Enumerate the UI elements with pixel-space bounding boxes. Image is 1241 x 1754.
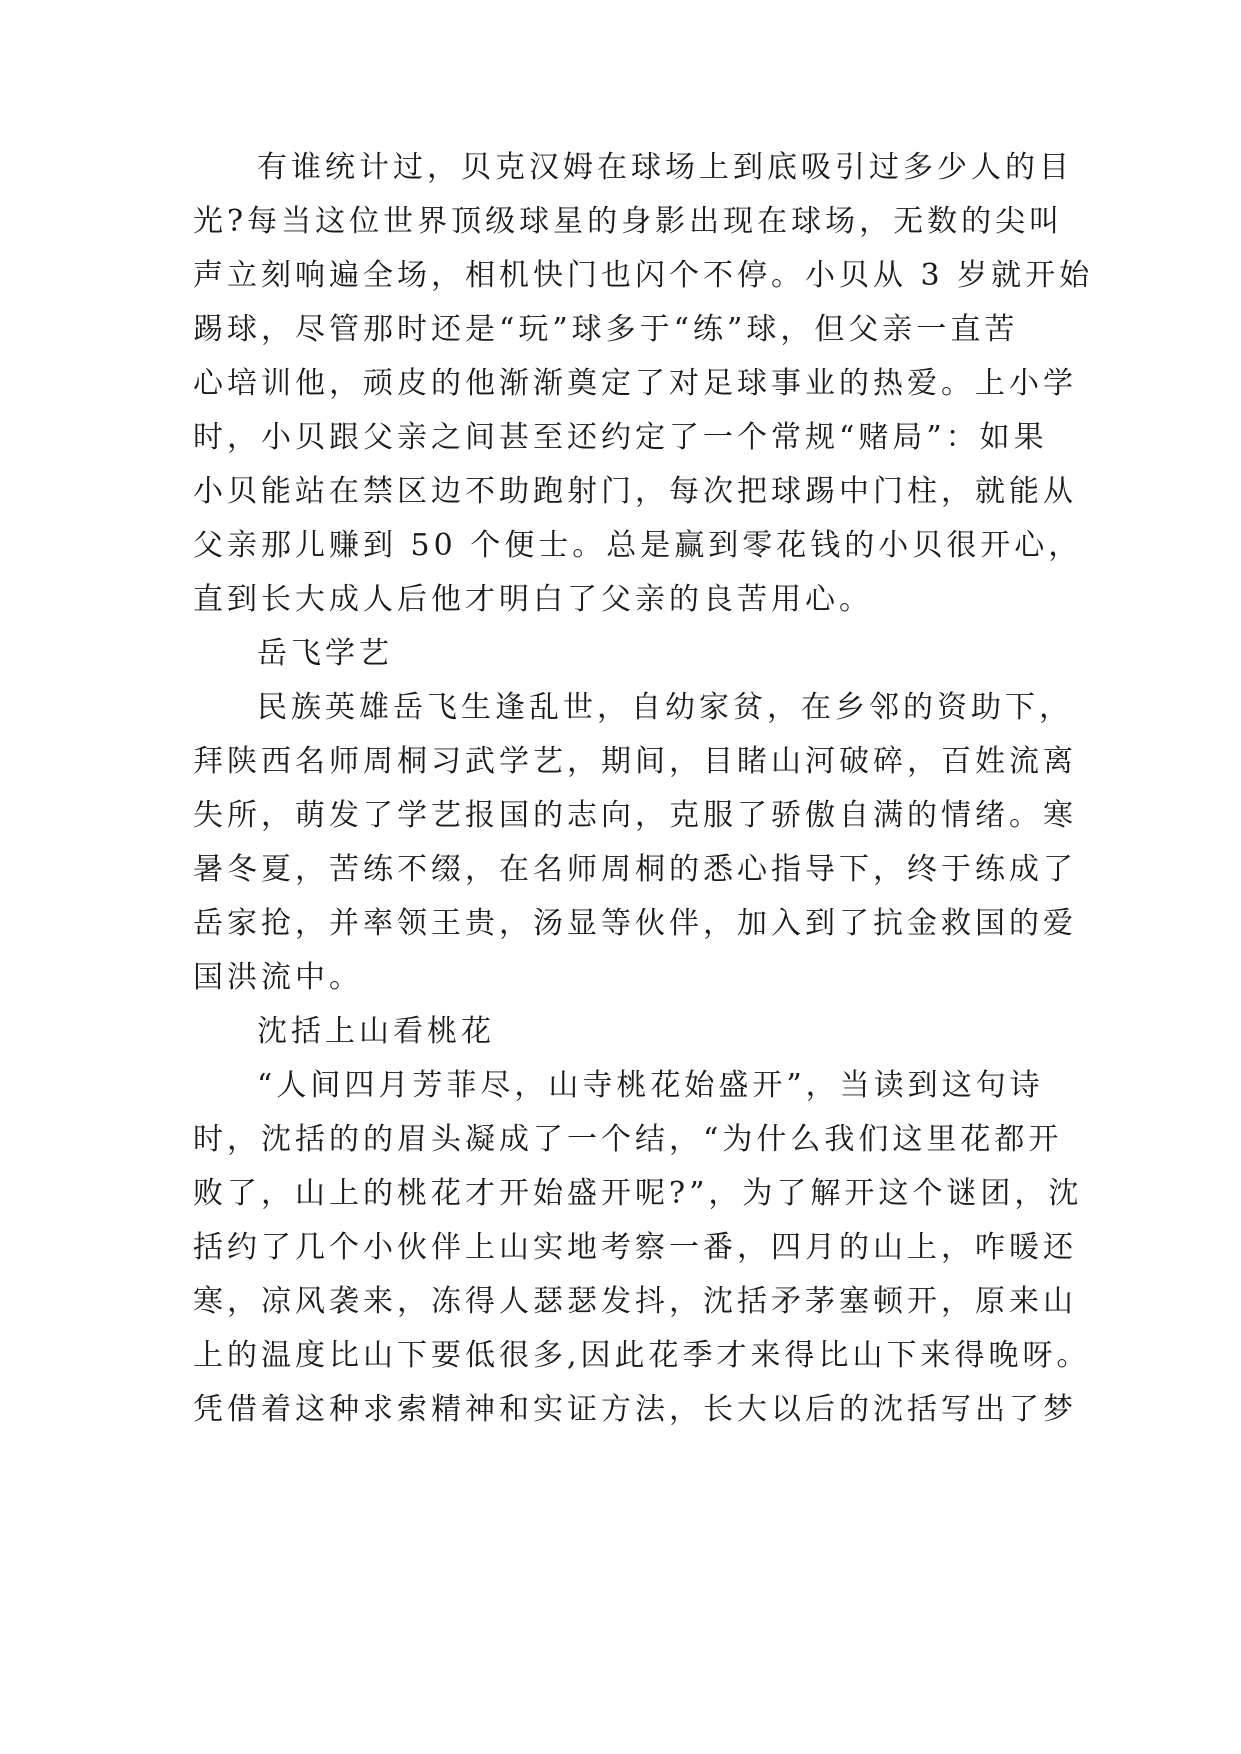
paragraph-line: 凭借着这种求索精神和实证方法，长大以后的沈括写出了梦 — [193, 1392, 1077, 1427]
paragraph-line: 踢球，尽管那时还是“玩”球多于“练”球，但父亲一直苦 — [193, 312, 1019, 347]
paragraph-line: 小贝能站在禁区边不助跑射门，每次把球踢中门柱，就能从 — [193, 474, 1077, 509]
paragraph-line: 拜陕西名师周桐习武学艺，期间，目睹山河破碎，百姓流离 — [193, 744, 1077, 779]
paragraph-line: 失所，萌发了学艺报国的志向，克服了骄傲自满的情绪。寒 — [193, 798, 1077, 833]
paragraph-line: 时，沈括的的眉头凝成了一个结，“为什么我们这里花都开 — [193, 1122, 1063, 1157]
paragraph-line: 民族英雄岳飞生逢乱世，自幼家贫，在乡邻的资助下， — [257, 690, 1073, 725]
paragraph-line: 括约了几个小伙伴上山实地考察一番，四月的山上，咋暖还 — [193, 1230, 1077, 1265]
paragraph-line: 寒，凉风袭来，冻得人瑟瑟发抖，沈括矛茅塞顿开，原来山 — [193, 1284, 1077, 1319]
paragraph-line: 光?每当这位世界顶级球星的身影出现在球场，无数的尖叫 — [193, 204, 1064, 239]
paragraph-line: 时，小贝跟父亲之间甚至还约定了一个常规“赌局”：如果 — [193, 420, 1048, 455]
section-heading: 沈括上山看桃花 — [257, 1014, 495, 1049]
paragraph-line: 父亲那儿赚到 50 个便士。总是赢到零花钱的小贝很开心， — [193, 528, 1083, 563]
paragraph-line: 上的温度比山下要低很多,因此花季才来得比山下来得晚呀。 — [193, 1338, 1091, 1373]
paragraph-line: 国洪流中。 — [193, 960, 363, 995]
paragraph-line: 心培训他，顽皮的他渐渐奠定了对足球事业的热爱。上小学 — [193, 366, 1077, 401]
paragraph-line: 败了，山上的桃花才开始盛开呢?”，为了解开这个谜团，沈 — [193, 1176, 1083, 1211]
paragraph-line: 直到长大成人后他才明白了父亲的良苦用心。 — [193, 582, 873, 617]
paragraph-line: 暑冬夏，苦练不缀，在名师周桐的悉心指导下，终于练成了 — [193, 852, 1077, 887]
paragraph-line: 有谁统计过，贝克汉姆在球场上到底吸引过多少人的目 — [257, 150, 1073, 185]
paragraph-line: 声立刻响遍全场，相机快门也闪个不停。小贝从 3 岁就开始 — [193, 258, 1094, 293]
paragraph-line: 岳家抢，并率领王贵，汤显等伙伴，加入到了抗金救国的爱 — [193, 906, 1077, 941]
paragraph-line: “人间四月芳菲尽，山寺桃花始盛开”，当读到这句诗 — [257, 1068, 1044, 1103]
section-heading: 岳飞学艺 — [257, 636, 393, 671]
